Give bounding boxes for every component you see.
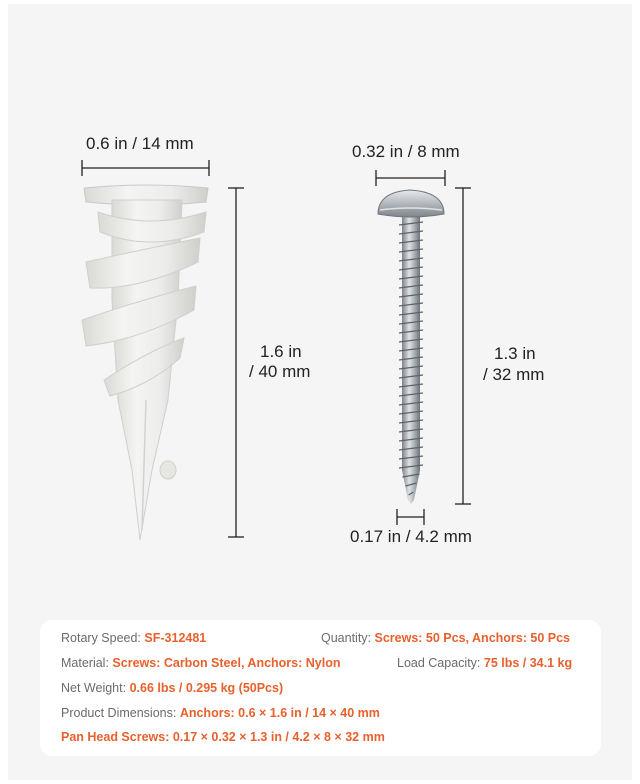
screw-length-dimension-line (455, 188, 471, 504)
anchor-height-mm-label: / 40 mm (249, 362, 311, 381)
screw-length-mm-label: / 32 mm (483, 365, 545, 384)
screw-length-in-label: 1.3 in (494, 344, 536, 363)
screw-tip-label: 0.17 in / 4.2 mm (350, 527, 472, 546)
quantity-value: Screws: 50 Pcs, Anchors: 50 Pcs (374, 631, 570, 645)
nylon-anchor (82, 185, 208, 540)
spec-product-dimensions (61, 705, 380, 721)
anchor-width-label: 0.6 in / 14 mm (86, 134, 194, 153)
screw-head-label: 0.32 in / 8 mm (352, 142, 460, 161)
net-weight-value: 0.66 lbs / 0.295 kg (50Pcs) (129, 681, 284, 695)
specifications-card (40, 620, 601, 756)
screw-tip-dimension-line (397, 509, 424, 525)
spec-rotary-speed (61, 630, 206, 646)
anchor-height-dimension-line (228, 188, 244, 537)
spec-load-capacity (397, 655, 572, 671)
pan-head-screws-value: Pan Head Screws: 0.17 × 0.32 × 1.3 in / 4.2 × 8 × 32 mm (61, 730, 385, 744)
load-capacity-label: Load Capacity: (397, 656, 481, 670)
material-value: Screws: Carbon Steel, Anchors: Nylon (112, 656, 341, 670)
net-weight-label: Net Weight: (61, 681, 127, 695)
anchor-height-in-label: 1.6 in (260, 342, 302, 361)
spec-material (61, 655, 340, 671)
spec-quantity (321, 630, 570, 646)
spec-net-weight (61, 680, 283, 696)
quantity-label: Quantity: (321, 631, 372, 645)
screw-head-dimension-line (376, 170, 445, 186)
spec-pan-head-screws (61, 729, 385, 745)
anchor-width-dimension-line (82, 160, 209, 176)
rotary-speed-value: SF-312481 (144, 631, 207, 645)
product-dimensions-value: Anchors: 0.6 × 1.6 in / 14 × 40 mm (179, 706, 380, 720)
pan-head-screw (378, 190, 444, 504)
material-label: Material: (61, 656, 109, 670)
product-dimensions-label: Product Dimensions: (61, 706, 177, 720)
load-capacity-value: 75 lbs / 34.1 kg (483, 656, 573, 670)
rotary-speed-label: Rotary Speed: (61, 631, 141, 645)
